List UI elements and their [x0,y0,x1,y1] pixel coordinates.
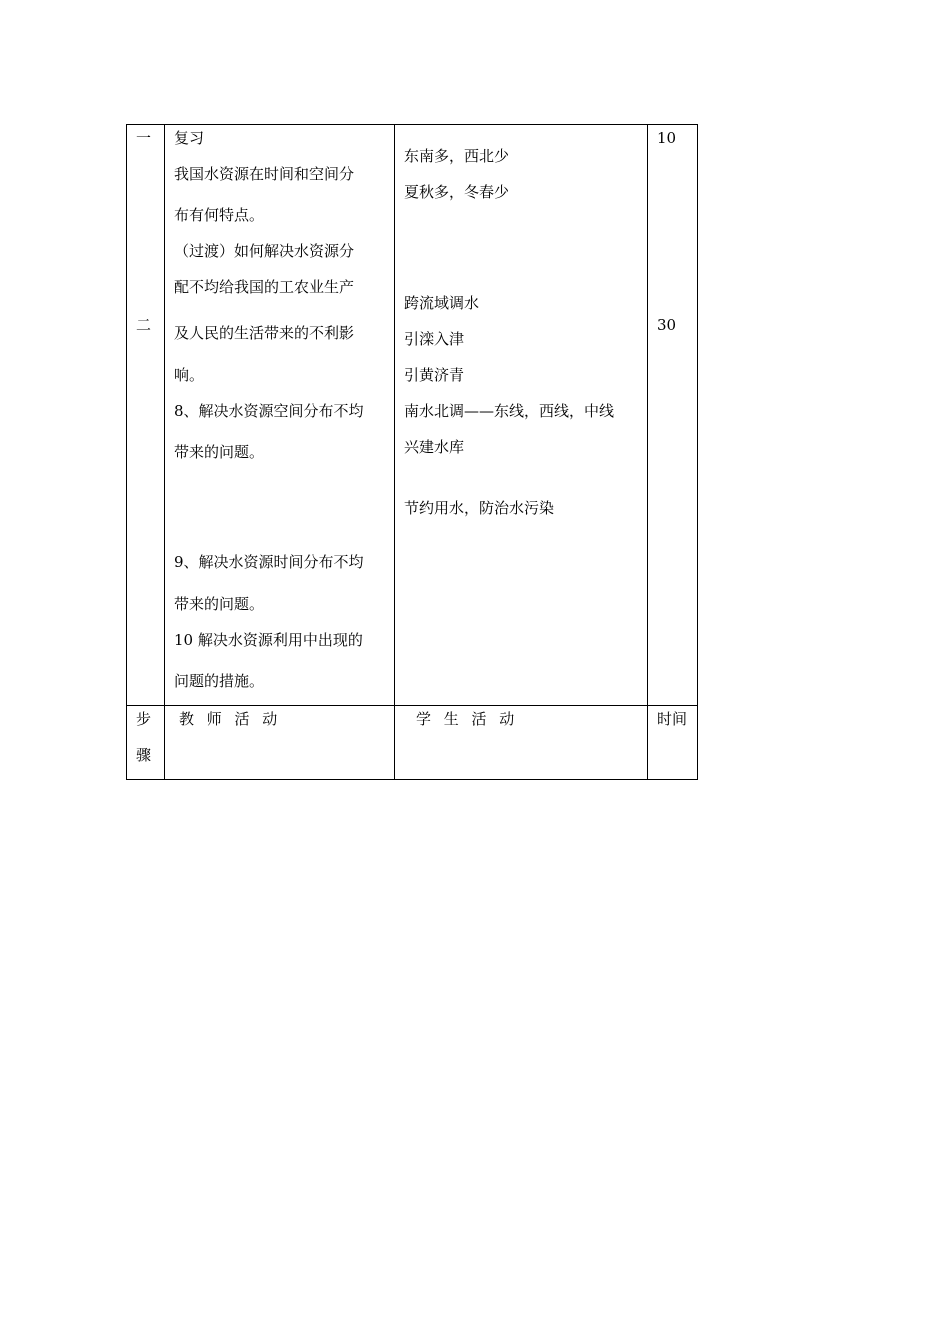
teacher-line: （过渡）如何解决水资源分 [174,242,355,260]
header-time: 时间 [657,710,688,728]
student-line: 兴建水库 [404,438,465,456]
time-value: 30 [657,316,677,334]
column-divider [647,125,648,779]
teacher-line: 10 解决水资源利用中出现的 [174,631,363,649]
teacher-line: 带来的问题。 [174,443,265,461]
student-line: 引滦入津 [404,330,465,348]
header-step-line2: 骤 [136,746,152,764]
student-line: 跨流域调水 [404,294,480,312]
header-student-activity: 学 生 活 动 [416,710,515,728]
teacher-line: 9、解决水资源时间分布不均 [174,553,364,571]
lesson-plan-table [126,124,698,780]
column-divider [164,125,165,779]
teacher-line: 带来的问题。 [174,595,265,613]
header-step-line1: 步 [136,710,152,728]
teacher-line: 8、解决水资源空间分布不均 [174,402,364,420]
student-line: 夏秋多，冬春少 [404,183,510,201]
student-line: 节约用水，防治水污染 [404,499,555,517]
step-mark: 一 [136,129,152,147]
teacher-line: 配不均给我国的工农业生产 [174,278,355,296]
student-line: 东南多，西北少 [404,147,510,165]
step-mark: 二 [136,316,152,334]
row-divider [127,705,697,706]
student-line: 引黄济青 [404,366,465,384]
teacher-line: 响。 [174,366,205,384]
time-value: 10 [657,129,677,147]
column-divider [394,125,395,779]
teacher-line: 复习 [174,129,205,147]
student-line: 南水北调——东线，西线，中线 [404,402,615,420]
header-teacher-activity: 教 师 活 动 [179,710,278,728]
teacher-line: 我国水资源在时间和空间分 [174,165,355,183]
teacher-line: 及人民的生活带来的不利影 [174,324,355,342]
teacher-line: 布有何特点。 [174,206,265,224]
teacher-line: 问题的措施。 [174,672,265,690]
